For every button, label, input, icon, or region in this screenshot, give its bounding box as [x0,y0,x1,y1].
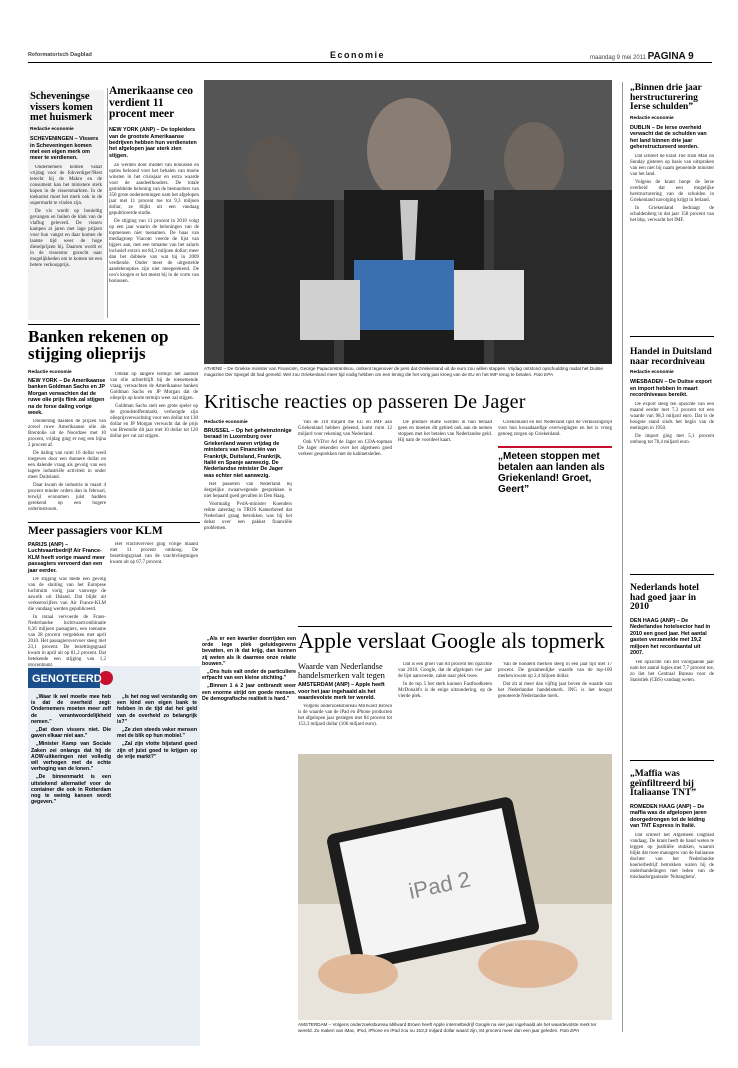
quote: „Is het nog wel verstandig om een kind een eigen bank te hebben in de tijd dat het geld van de overheid zo belangrijk is?” [117,694,197,725]
paragraph: De stijging was mede een gevolg van de sluiting van het Europese luchtruim vorig jaar vanwege de aswolk uit IJsland. Dat blijkt uit verkeerscijfers van Air France-KLM die vandaag werden gepubliceerd. [28,577,106,613]
article-amerikaanse-ceo [109,86,199,321]
quote: „Dat doen vissers niet. Die gaven elkaar niet aan.” [31,727,111,740]
klm-col-1 [28,542,106,662]
paragraph: Dat schreef het Algemeen Dagblad vandaag. De krant heeft de hand weten te leggen op justitiële stukken, waaruit blijkt dat twee managers van de Italiaanse dochter van het Nederlandse koerierbedrijf betrokken waren bij de onderhandelingen met leden van de misdaadorganisatie 'Ndrangheta'. [630,832,714,880]
divider [28,324,200,325]
lead: DEN HAAG (ANP) – De Nederlandse hotelsector had in 2010 een goed jaar. Het aantal gasten verzamelde met 19,2 miljoen het recordaantal uit 2007. [630,618,711,657]
lead: DUBLIN – De Ierse overheid verwacht dat de schulden van het land binnen drie jaar geherstructureerd worden. [630,125,707,151]
paragraph: Ten opzichte van het voorgaande jaar nam het aantal logies met 7,7 procent toe, zo liet het Centraal Bureau voor de Statistiek (CBS) vandaag weten. [630,659,714,683]
column-rule [107,88,108,318]
quote: „Binnen 1 à 2 jaar ontbrandt weer een enorme strijd om goede mensen. De demografische realiteit is hard.” [202,683,296,702]
paragraph: Van de honderd merken steeg in een jaar tijd met 17 procent. De gezamenlijke waarde van de top-100 merken kwam op 2,4 biljoen dollar. [498,662,612,679]
quote: „Waar ik wel moeite mee heb is dat de overheid zegt: Ondernemers moeten meer zelf de verantwoordelijkheid nemen.” [31,694,111,725]
photo-athene-image [204,80,612,364]
paragraph: Volgens onderzoeksbureau Millward Brown is de waarde van de iPad en iPhone producten het afgelopen jaar gestegen met 84 procent tot 153,3 miljard dollar (106 miljard euro). [298,703,392,727]
lead: SCHEVENINGEN – Vissers in Scheveningen komen met een eigen merk om meer te verdienen. [30,136,99,162]
quote: „Als er een kwartier doorrijden een orde lege plek geluidsgevens bevatten, en ik dat krijg, dan kunnen zij weten als ik daarmee onze relatie bouwen.” [202,636,296,667]
headline-klm: Meer passagiers voor KLM [28,525,163,537]
paragraph: Volgens de krant hoopt de Ierse overheid dat een mogelijke herstructurering van de schulden in Griekenland navolging krijgt in Ierland. [630,179,714,203]
quote: „De binnenmarkt is een uitstekend alternatief voor de container die ook in Rotterdam nog te weinig kansen wordt gegeven.” [31,774,111,806]
byline-banken: Redactie economie [28,370,72,375]
article-ierse-schulden [630,84,714,334]
deck: Waarde van Nederlandse handelsmerken valt tegen [298,661,385,680]
quote: „Ze zien steeds vaker mensen met de blik op hun mobiel.” [117,727,197,740]
lead: ROMEDEN HAAG (ANP) – De maffia was de afgelopen jaren doorgedrongen tot de leiding van TNT Express in Italië. [630,804,707,830]
divider [630,760,714,761]
byline: Redactie economie [630,116,674,122]
headline: „Binnen drie jaar herstructurering Ierse schulden” [630,83,702,113]
caption-credit: Foto EPA [533,371,553,377]
klm-col-2 [110,542,198,662]
lead: BRUSSEL – Op het geheimzinnige beraad in Luxemburg over Griekenland waren vrijdag de ministers van Financiën van Frankrijk, Duitsland, Frankrijk, Italië en Spanje aanwezig. De Nederlandse minister De Jager was echter niet aanwezig. [204,428,292,479]
quote: „Minister Kamp van Sociale Zaken zei onlangs dat hij de AOW-uitkeringen niet volledig wil verhogen met de echte verhoging van de lonen.” [31,741,111,773]
article-scheveningse [28,90,104,320]
column-rule [622,82,623,1032]
caption-text: ATHENE – De Griekse minister van Financiën, George Papaconstantinou, ontkent tegenover de pers dat Griekenland uit de euro zou willen stappen. Vrijdag ontstond opschudding nadat het Duitse magazine Der Spiegel dit had gemeld. Wel zou Griekenland meer tijd nodig hebben om een lening die het vorig jaar kreeg van de EU en het IMF terug te betalen. [204,366,603,377]
headline: Amerikaanse ceo verdient 11 procent meer [109,85,193,121]
paragraph: Dat schreef de krant The Irish Mail on Sunday gisteren op basis van uitspraken van een niet bij naam genoemde minister van het land. [630,153,714,177]
page-number: PAGINA 9 [647,51,694,62]
date-text: maandag 9 mei 2011 [590,55,646,61]
lead: PARIJS (ANP) – Luchtvaartbedrijf Air France-KLM heeft vorige maand meer passagiers vervoerd dan een jaar eerder. [28,542,105,574]
body [30,165,102,271]
genoteerd-col-1 [31,694,111,807]
photo-athene-caption [204,366,612,386]
headline: „Maffia was geïnfiltreerd bij Italiaanse TNT” [630,769,697,799]
apple-col-2 [398,662,492,748]
paragraph: De vis wordt op bonieltig gevangen en buiten de kluk van de vlaflug geleverd. De vissers kampen al jaren met lage prijzen voor hun vangst en daar komen de laatste tijd weer de hoge dieselprijzen bij. Daarom wordt er in de visserstor gezocht naar mogelijkheden om te komen tot een betere verkoopprijs. [30,208,102,268]
headline-banken: Banken rekenen op stijging olieprijs [28,327,169,364]
jager-col-2 [298,420,392,620]
paragraph: De export steeg ten opzichte van een maand eerder met 7,3 procent tot een waarde van 98,3 miljard euro. Dat is de hoogste stand sinds het begin van de metingen in 1950. [630,401,714,431]
paragraph: Donderdag daalden de prijzen van zowel ruwe Amerikaanse olie als Brentolie uit de Noordzee met 10 procent, vrijdag ging er nog een bijna 2 procent af. [28,419,106,449]
caption-text: AMSTERDAM – Volgens onderzoeksbureau Millward Brown heeft Apple internetbedrijf Google na vier jaar ingehaald als het waardevolste merk ter wereld. Zo maken van iMac, iPod, iPhone en iPad zou nu 153,3 miljard dollar waard zijn, 84 procent meer dan een jaar geleden. [298,1022,597,1033]
lead: WIESBADEN – De Duitse export en import hebben in maart recordniveaus bereikt. [630,379,712,399]
page-date [590,51,694,62]
divider [630,336,714,337]
paper-name: Reformatorisch Dagblad [28,52,92,58]
divider [298,626,612,627]
lead: AMSTERDAM (ANP) – Apple heeft voor het jaar ingehaald als het waardevolste merk ter wereld. [298,682,385,702]
photo-ipad-image [298,754,612,1020]
quote: „Zal zijn vlotte bijstand goed zijn of juist goed te krijgen op de vrije markt?” [117,741,197,760]
paragraph: Het passeren van Nederland bij dergelijke zwaarwegende gesprekken is niet bepaald goed gevallen in Den Haag. [204,482,292,500]
paragraph: Dat is een groei van 84 procent ten opzichte van 2010. Google, dat de afgelopen vier jaar de lijst aanvoerde, zakte naar plek twee. [398,662,492,679]
headline-apple: Apple verslaat Google als topmerk [298,628,605,653]
body [630,402,714,448]
body [28,577,106,671]
banken-col-1 [28,378,106,518]
genoteerd-col-2 [117,694,197,807]
body [630,833,714,883]
paragraph: Dat zit al meer dan vijftig jaar boven de waarde van het Nederlandse handelsmerk. ING is het hoogst genoteerde Nederlandse merk. [498,682,612,699]
byline: Redactie economie [630,370,674,376]
jager-col-1 [204,420,292,620]
paragraph: In Griekenland bedraagt de schuldenberg in dat jaar 158 procent van het bbp, verwacht het IMF. [630,205,714,223]
jager-col-3 [398,420,492,620]
paragraph: De stijging van 11 procent in 2010 volgt op een jaar waarin de beloningen van de topmensen niet toenamen. De baas van mediagroep Viacom voerde de lijst van tijgers aan, met een tomame van het salaris inclusief extra's tot 84,3 miljoen dollar; meer dan het dubbele van wat hij in 2009 verdiende. Onder meer de uitgestelde aandelenopties zijn niet meegerekend. De ceo's krogen er het meest bij in de vorm van bonussen. [109,219,199,285]
apple-col-1 [298,662,392,748]
genoteerd-label: GENOTEERD [32,673,102,685]
byline: Redactie economie [30,127,74,133]
body [498,420,612,440]
header-rule [28,62,712,63]
photo-athene [204,80,612,364]
article-maffia-tnt [630,770,714,1030]
body [630,660,714,686]
body [630,154,714,226]
article-handel-duitsland [630,348,714,568]
paragraph: Goldman Sachs stelt een grote speler op de grondstoffenmarkt, verhoogde zijn olieprijsverwachting voor een dollar tot 130 dollar en JP Morgan verwacht dat de prijs van Brentolie dit jaar met 10 dollar tot 120 dollar per vat zal stijgen. [110,404,198,439]
paragraph: Voormalig PvdA-minister Koenders reikte zaterdag in TROS Kamerbreed dat Nederland graag betrokken was bij het debat over een pakket financiële problemen. [204,502,292,532]
divider [28,522,200,523]
paragraph: Ook VVD'er Ad de Jager en CDA-topman De Jager rekenden over het algemeen goed verkeer gesprekken met de kabinetsleden. [298,440,392,457]
paragraph: Ondernemers komen vanaf vrijdag voor de fokverdiger?Rest terecht bij de Makro en de consument kan het ministere sterk kopen in de vissersmarkten. In de toekomst moet het merk ook in de supermarkt te vinden zijn. [30,164,102,206]
divider [630,574,714,575]
headline-jager: Kritische reacties op passeren De Jager [204,391,526,413]
paragraph: In de top 5 het sterk kunnen Fastfoodketen McDonald's is de enige uitzondering, op de vierde plek. [398,682,492,699]
paragraph: Omdat op langere termijn het aanbod van olie achterblijft bij de toenemende vraag, verwachten de Amerikaanse banken Goldman Sachs en JP Morgan dat de olieprijs op korte termijn weer zal stijgen. [110,372,198,401]
lead: NEW YORK – De Amerikaanse banken Goldman Sachs en JP Morgan verwachten dat de ruwe olie prijs flink zal stijgen na de forse daling vorige week. [28,378,106,417]
apple-col-3 [498,662,612,748]
paragraph: Griekenland en het Nederland lijkt de verkiezingstijd voor hun kwaadaardige overwegingen en het is vroeg genoeg zorgen op Griekenland. [498,420,612,437]
photo-ipad [298,754,612,1020]
lead: NEW YORK (ANP) – De topleiders van de grootste Amerikaanse bedrijven hebben hun verdiensten het afgelopen jaar sterk zien stijgen. [109,127,197,159]
paragraph: Van de 110 miljard die EU en IMF aan Griekenland hebben geleend, komt ruim 12 miljard voor rekening van Nederland. [298,420,392,437]
paragraph: Daar kwam de industrie in maart 4 procent minder orders dan in februari, terwijl economen juist hadden gerekend op een hogere orderinstroom. [28,483,106,513]
photo-ipad-caption [298,1022,612,1042]
paragraph: Ze werden door middel van bonussen en opties beloond voor het behalen van moeie winsten in het crisisjaar en extra waarde voor de aandeelhouders. De totale gemiddelde beloning van de bestuurders van 350 grote ondernemingen nam het afgelopen jaar met 11 procent toe tot 9,3 miljoen dollar, ze blijkt uit een vandaag gepubliceerde studie. [109,163,199,217]
paragraph: De daling van ruim 16 dollar werd toegeven door een dunnere dollar en een dalende vraag als gevolg van een lagere industriële activiteit in onder meer Duitsland. [28,451,106,481]
genoteerd-box [28,666,200,1046]
banken-col-2 [110,372,198,518]
paragraph: De import ging met 5,1 procent omhoog tot 78,4 miljard euro. [630,433,714,445]
caption-credit: Foto EPA [559,1027,580,1033]
byline: Redactie economie [204,420,248,425]
ipad-text: iPad 2 [406,866,473,904]
pullquote: „Meteen stoppen met betalen aan landen als Griekenland! Groet, Geert” [498,446,612,495]
body [109,163,199,287]
paragraph: In totaal vervoerde de Frans-Nederlandse luchtvaartcombinatie 6,36 miljoen passagiers, een toename van 28 procent vergeleken met april 2010. Het passagiersvervoer steeg met 23,1 procent. De bezettingsgraad kwam in april uit op 81,2 procent. Dat betekende een stijging van 1,2 [28,615,106,663]
genoteerd-banner [28,666,200,692]
paragraph: Het vrachtvervoer ging vorige maand met 11 procent omhoog. De bezettingsgraad van de vrachtvliegtuigen kwam uit op 67,7 procent. [110,542,198,565]
article-hotel [630,584,714,754]
jager-col-4 [498,420,612,620]
body [298,704,392,730]
headline: Nederlands hotel had goed jaar in 2010 [630,583,699,613]
section-title: Economie [330,50,386,60]
body [204,482,292,534]
quote: „Ons huis valt onder de particuliere erfpacht van een kleine stichting.” [202,669,296,682]
headline: Scheveningse vissers komen met huismerk [30,91,93,124]
body [28,419,106,515]
genoteerd-col-3 [202,636,296,1046]
paragraph: De premier Rutte werden in hun beraad geen en moeten dit gebied ook aan de nemen stoppen met het betalen van Nederlandse geld. Hij nam de voordeel kaart. [398,420,492,443]
headline: Handel in Duitsland naar recordniveau [630,347,712,367]
